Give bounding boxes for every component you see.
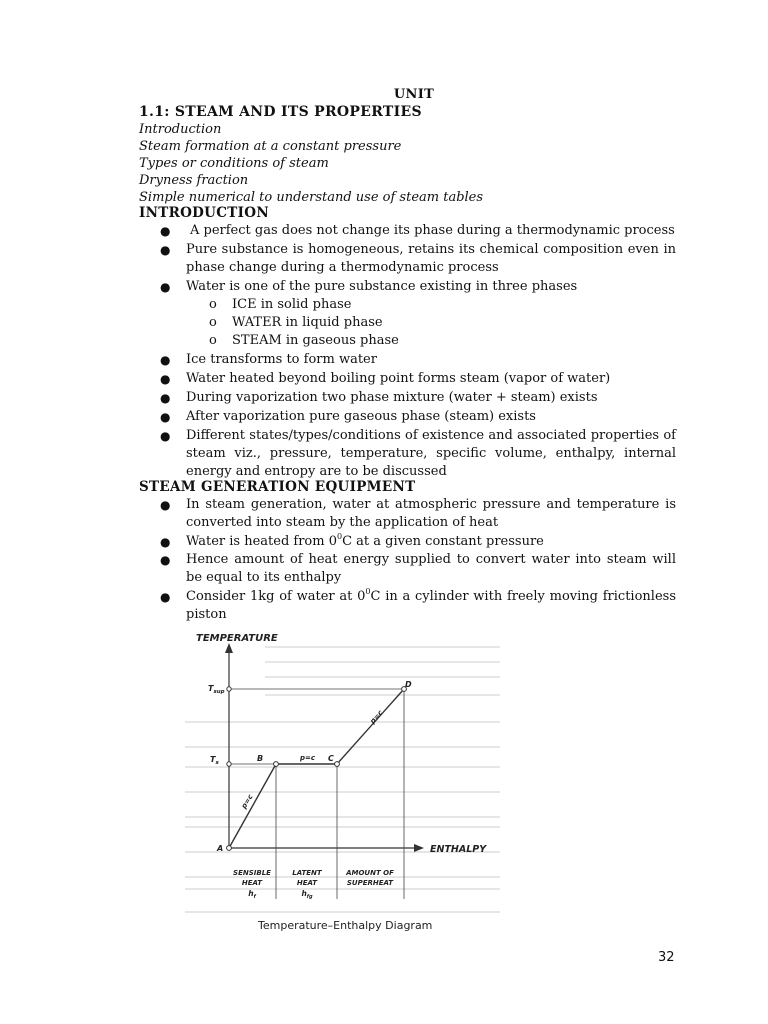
figure-caption: Temperature–Enthalpy Diagram <box>258 919 433 932</box>
sensible-heat-label <box>233 869 271 900</box>
svg-text:SENSIBLE: SENSIBLE <box>233 869 271 877</box>
svg-text:LATENT: LATENT <box>292 869 322 877</box>
toc-item: Dryness fraction <box>139 173 249 188</box>
bullet-icon: ● <box>160 353 171 367</box>
y-axis-arrow-icon <box>225 643 233 653</box>
toc-list <box>139 121 483 206</box>
bullet-icon: ● <box>160 429 171 443</box>
toc-item: Steam formation at a constant pressure <box>139 139 402 154</box>
sub-item: o STEAM in gaseous phase <box>209 333 399 348</box>
bullet-item: ● A perfect gas does not change its phase during a thermodynamic process <box>160 223 675 238</box>
sub-item: o ICE in solid phase <box>209 297 352 312</box>
bullet-item: ● Hence amount of heat energy supplied to convert water into steam will be equal to its enthalpy <box>160 552 676 585</box>
point-d-label: D <box>405 680 412 689</box>
point-a-label: A <box>217 844 224 853</box>
superheat-label <box>345 869 394 887</box>
toc-item: Types or conditions of steam <box>139 156 329 171</box>
bullet-item: ● Water heated beyond boiling point forms steam (vapor of water) <box>160 371 611 386</box>
pc-label-bc: p=c <box>300 754 316 762</box>
svg-text:SUPERHEAT: SUPERHEAT <box>346 879 394 887</box>
ts-label: $T_s$ <box>210 755 219 766</box>
bullet-icon: ● <box>160 391 171 405</box>
bullet-icon: ● <box>160 553 171 567</box>
bullet-item: ● Different states/types/conditions of existence and associated properties of steam viz., pressure, temperature, specific volume, enthalpy, internal energy and entropy are to be discussed <box>160 428 676 479</box>
bullet-item: ● Pure substance is homogeneous, retains its chemical composition even in phase change during a thermodynamic process <box>160 242 676 275</box>
introduction-heading: INTRODUCTION <box>139 205 269 221</box>
toc-item: Simple numerical to understand use of steam tables <box>139 190 484 205</box>
bullet-item: ● Consider 1kg of water at $0^0C$ in a cylinder with freely moving frictionless piston <box>160 586 676 622</box>
sub-bullet-icon: o <box>209 297 217 312</box>
bullet-icon: ● <box>160 372 171 386</box>
sub-item: o WATER in liquid phase <box>209 315 383 330</box>
tsup-label: $T_{sup}$ <box>208 684 225 695</box>
unit-heading: UNIT <box>393 87 435 102</box>
point-b <box>274 762 279 767</box>
svg-text:HEAT: HEAT <box>296 879 318 887</box>
svg-text:hfg: $h_{fg}$ <box>301 889 313 900</box>
sub-bullet-icon: o <box>209 333 217 348</box>
svg-text:hf: $h_f$ <box>248 889 256 900</box>
svg-text:HEAT: HEAT <box>241 879 263 887</box>
bullet-icon: ● <box>160 224 171 238</box>
pc-label-ab: p=c <box>239 793 255 811</box>
point-b-label: B <box>257 754 264 763</box>
bullet-item: ● Ice transforms to form water <box>160 352 377 367</box>
x-axis-arrow-icon <box>414 844 424 852</box>
bullet-icon: ● <box>160 590 171 604</box>
x-axis-label: ENTHALPY <box>430 844 487 855</box>
point-c-label: C <box>328 754 334 763</box>
ts-tick <box>227 762 231 766</box>
point-c <box>335 762 340 767</box>
temperature-enthalpy-diagram <box>180 627 510 917</box>
sub-bullet-icon: o <box>209 315 217 330</box>
latent-heat-label <box>292 869 323 900</box>
tsup-tick <box>227 687 231 691</box>
bullet-icon: ● <box>160 410 171 424</box>
bullet-icon: ● <box>160 243 171 257</box>
pc-label-cd: p=c <box>368 708 385 726</box>
page-number: 32 <box>658 950 675 965</box>
bullet-icon: ● <box>160 280 171 294</box>
bullet-item: ● Water is heated from $0^0C$ at a given constant pressure <box>160 531 544 549</box>
bullet-icon: ● <box>160 498 171 512</box>
bullet-item: ● Water is one of the pure substance existing in three phases <box>160 279 578 294</box>
bullet-item: ● During vaporization two phase mixture (water + steam) exists <box>160 390 598 405</box>
bullet-item: ● In steam generation, water at atmospheric pressure and temperature is converted into steam by the application of heat <box>160 497 676 530</box>
point-a <box>227 846 232 851</box>
bullet-item: ● After vaporization pure gaseous phase (steam) exists <box>160 409 536 424</box>
svg-text:AMOUNT OF: AMOUNT OF <box>346 869 394 877</box>
section-title: 1.1: STEAM AND ITS PROPERTIES <box>139 104 422 120</box>
y-axis-label: TEMPERATURE <box>196 633 278 644</box>
equipment-heading: STEAM GENERATION EQUIPMENT <box>139 479 416 495</box>
toc-item: Introduction <box>139 122 222 137</box>
bullet-icon: ● <box>160 535 171 549</box>
